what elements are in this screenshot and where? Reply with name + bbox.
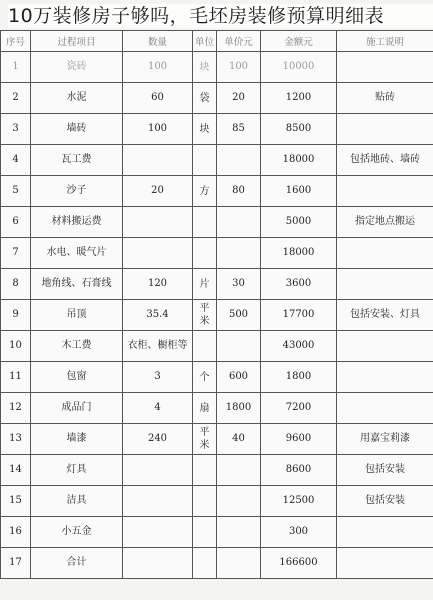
cell-note <box>337 393 433 424</box>
header-qty: 数量 <box>123 31 193 52</box>
cell-no: 8 <box>1 269 31 300</box>
cell-amount: 9600 <box>261 424 337 455</box>
cell-price: 1800 <box>217 393 261 424</box>
cell-note <box>337 238 433 269</box>
cell-unit <box>193 331 217 362</box>
cell-item: 木工费 <box>31 331 123 362</box>
cell-qty: 3 <box>123 362 193 393</box>
cell-qty: 60 <box>123 83 193 114</box>
cell-item: 地角线、石膏线 <box>31 269 123 300</box>
cell-no: 15 <box>1 486 31 517</box>
cell-amount: 300 <box>261 517 337 548</box>
cell-item: 合计 <box>31 548 123 579</box>
header-note: 施工说明 <box>337 31 433 52</box>
cell-price <box>217 548 261 579</box>
cell-no: 7 <box>1 238 31 269</box>
cell-price: 80 <box>217 176 261 207</box>
cell-qty <box>123 207 193 238</box>
cell-no: 6 <box>1 207 31 238</box>
cell-unit <box>193 83 217 114</box>
cell-note <box>337 176 433 207</box>
cell-no: 13 <box>1 424 31 455</box>
cell-unit <box>193 393 217 424</box>
cell-qty: 4 <box>123 393 193 424</box>
cell-item: 墙砖 <box>31 114 123 145</box>
table-row <box>1 455 433 486</box>
unit-text: 块 <box>199 123 210 135</box>
cell-no: 2 <box>1 83 31 114</box>
table-row <box>1 362 433 393</box>
table-row <box>1 393 433 424</box>
cell-price <box>217 331 261 362</box>
cell-item: 吊顶 <box>31 300 123 331</box>
cell-amount: 8600 <box>261 455 337 486</box>
cell-no: 1 <box>1 52 31 83</box>
cell-amount: 5000 <box>261 207 337 238</box>
header-amount: 金额元 <box>261 31 337 52</box>
cell-no: 14 <box>1 455 31 486</box>
cell-price: 85 <box>217 114 261 145</box>
cell-item: 沙子 <box>31 176 123 207</box>
cell-qty: 100 <box>123 52 193 83</box>
unit-text: 扇 <box>199 402 210 414</box>
cell-item: 成品门 <box>31 393 123 424</box>
cell-qty <box>123 238 193 269</box>
cell-unit <box>193 424 217 455</box>
cell-amount: 1800 <box>261 362 337 393</box>
cell-no: 5 <box>1 176 31 207</box>
table-body <box>1 52 433 579</box>
cell-item: 水泥 <box>31 83 123 114</box>
header-unit: 单位 <box>193 31 217 52</box>
cell-qty: 100 <box>123 114 193 145</box>
cell-item: 墙漆 <box>31 424 123 455</box>
cell-item: 洁具 <box>31 486 123 517</box>
cell-price <box>217 486 261 517</box>
cell-price <box>217 517 261 548</box>
cell-unit <box>193 238 217 269</box>
cell-amount: 1200 <box>261 83 337 114</box>
cell-unit <box>193 52 217 83</box>
unit-text: 袋 <box>199 92 210 104</box>
unit-text: 个 <box>199 371 210 383</box>
cell-qty: 240 <box>123 424 193 455</box>
cell-amount: 3600 <box>261 269 337 300</box>
cell-price <box>217 238 261 269</box>
cell-price: 40 <box>217 424 261 455</box>
table-row <box>1 238 433 269</box>
cell-item: 瓷砖 <box>31 52 123 83</box>
cell-price <box>217 145 261 176</box>
cell-unit <box>193 176 217 207</box>
cell-note <box>337 362 433 393</box>
unit-text: 块 <box>199 61 210 73</box>
cell-unit <box>193 362 217 393</box>
cell-qty: 35.4 <box>123 300 193 331</box>
cell-qty <box>123 517 193 548</box>
cell-note <box>337 114 433 145</box>
page-title: 10万装修房子够吗，毛坯房装修预算明细表 <box>8 4 433 28</box>
cell-item: 材料搬运费 <box>31 207 123 238</box>
table-row <box>1 52 433 83</box>
cell-item: 瓦工费 <box>31 145 123 176</box>
cell-note: 包括安装 <box>337 455 433 486</box>
cell-unit <box>193 207 217 238</box>
table-header-row <box>1 31 433 52</box>
cell-no: 12 <box>1 393 31 424</box>
cell-no: 10 <box>1 331 31 362</box>
header-price: 单价元 <box>217 31 261 52</box>
cell-qty: 衣柜、橱柜等 <box>123 331 193 362</box>
budget-table <box>0 30 433 579</box>
cell-amount: 10000 <box>261 52 337 83</box>
table-row <box>1 300 433 331</box>
cell-no: 9 <box>1 300 31 331</box>
unit-text: 平米 <box>199 427 210 451</box>
cell-item: 小五金 <box>31 517 123 548</box>
cell-qty <box>123 548 193 579</box>
cell-qty <box>123 486 193 517</box>
cell-amount: 17700 <box>261 300 337 331</box>
cell-amount: 1600 <box>261 176 337 207</box>
table-row <box>1 114 433 145</box>
table-row <box>1 83 433 114</box>
cell-unit <box>193 300 217 331</box>
cell-no: 17 <box>1 548 31 579</box>
cell-amount: 12500 <box>261 486 337 517</box>
table-row <box>1 517 433 548</box>
cell-price: 20 <box>217 83 261 114</box>
cell-item: 包窗 <box>31 362 123 393</box>
cell-note <box>337 548 433 579</box>
cell-note: 包括安装、灯具 <box>337 300 433 331</box>
cell-note <box>337 517 433 548</box>
table-row <box>1 486 433 517</box>
cell-unit <box>193 269 217 300</box>
cell-qty: 120 <box>123 269 193 300</box>
cell-price <box>217 207 261 238</box>
cell-amount: 18000 <box>261 238 337 269</box>
cell-item: 灯具 <box>31 455 123 486</box>
cell-price: 100 <box>217 52 261 83</box>
unit-text: 平米 <box>199 303 210 327</box>
cell-unit <box>193 455 217 486</box>
cell-unit <box>193 486 217 517</box>
cell-note: 包括安装 <box>337 486 433 517</box>
header-item: 过程项目 <box>31 31 123 52</box>
cell-unit <box>193 548 217 579</box>
table-row <box>1 424 433 455</box>
cell-no: 4 <box>1 145 31 176</box>
cell-qty: 20 <box>123 176 193 207</box>
cell-no: 3 <box>1 114 31 145</box>
table-row <box>1 269 433 300</box>
cell-note: 贴砖 <box>337 83 433 114</box>
table-row <box>1 548 433 579</box>
table-row <box>1 176 433 207</box>
cell-amount: 7200 <box>261 393 337 424</box>
cell-unit <box>193 517 217 548</box>
cell-amount: 43000 <box>261 331 337 362</box>
cell-amount: 166600 <box>261 548 337 579</box>
cell-note: 指定地点搬运 <box>337 207 433 238</box>
cell-item: 水电、暖气片 <box>31 238 123 269</box>
cell-no: 16 <box>1 517 31 548</box>
cell-note <box>337 269 433 300</box>
cell-unit <box>193 114 217 145</box>
cell-price: 500 <box>217 300 261 331</box>
cell-amount: 18000 <box>261 145 337 176</box>
cell-note: 包括地砖、墙砖 <box>337 145 433 176</box>
cell-qty <box>123 145 193 176</box>
cell-note <box>337 331 433 362</box>
cell-qty <box>123 455 193 486</box>
cell-price: 30 <box>217 269 261 300</box>
table-row <box>1 207 433 238</box>
unit-text: 片 <box>199 278 210 290</box>
cell-price: 600 <box>217 362 261 393</box>
cell-unit <box>193 145 217 176</box>
cell-amount: 8500 <box>261 114 337 145</box>
unit-text: 方 <box>199 185 210 197</box>
header-no: 序号 <box>1 31 31 52</box>
cell-no: 11 <box>1 362 31 393</box>
table-row <box>1 145 433 176</box>
cell-note <box>337 52 433 83</box>
cell-note: 用嘉宝莉漆 <box>337 424 433 455</box>
table-row <box>1 331 433 362</box>
cell-price <box>217 455 261 486</box>
